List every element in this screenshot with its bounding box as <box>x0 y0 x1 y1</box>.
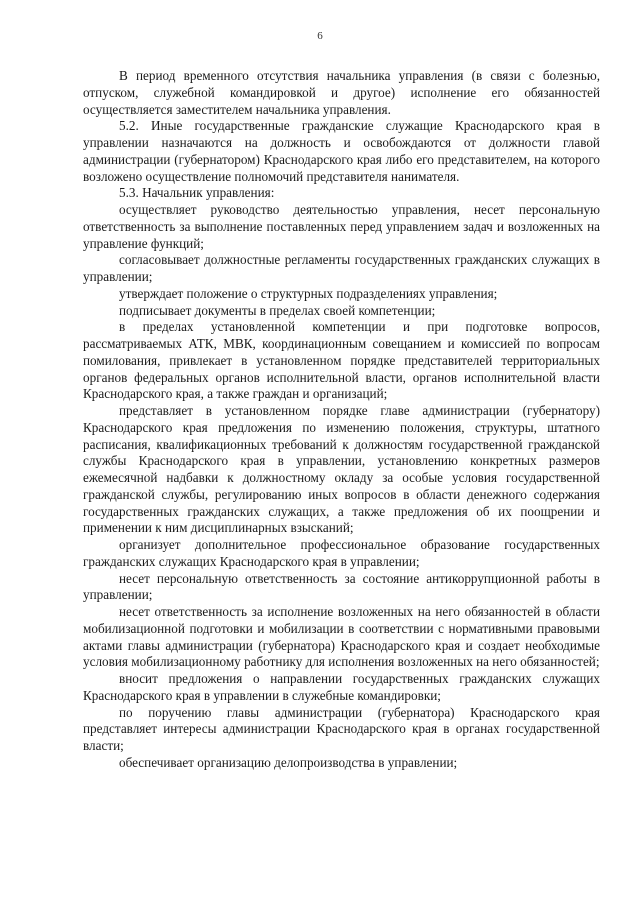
list-item-duty: несет ответственность за исполнение возложенных на него обязанностей в области мобилизационной подготовки и мобилизации в соответствии с нормативными правовыми актами главы администрации (губернатора) Краснодарского края и создает необходимые условия мобилизационному работнику для исполнения возложенных на него обязанностей; <box>83 604 600 670</box>
list-item-duty: обеспечивает организацию делопроизводства в управлении; <box>119 754 458 770</box>
list-item-duty: по поручению главы администрации (губернатора) Краснодарского края представляет интересы администрации Краснодарского края в органах государственной власти; <box>83 704 600 753</box>
document-body <box>83 68 600 772</box>
paragraph-5-3-heading: 5.3. Начальник управления: <box>119 185 275 201</box>
paragraph-acting-head: В период временного отсутствия начальника управления (в связи с болезнью, отпуском, служебной командировкой и другое) исполнение его обязанностей осуществляется заместителем начальника управления. <box>83 68 600 117</box>
list-item-duty: подписывает документы в пределах своей компетенции; <box>119 302 436 318</box>
list-item-duty: несет персональную ответственность за состояние антикоррупционной работы в управлении; <box>83 570 600 603</box>
list-item-duty: утверждает положение о структурных подразделениях управления; <box>119 285 498 301</box>
list-item-duty: вносит предложения о направлении государственных гражданских служащих Краснодарского края в управлении в служебные командировки; <box>83 671 600 703</box>
list-item-duty: осуществляет руководство деятельностью управления, несет персональную ответственность за выполнение поставленных перед управлением задач и возложенных на управление функций; <box>83 202 600 251</box>
list-item-duty: организует дополнительное профессиональное образование государственных гражданских служащих Краснодарского края в управлении; <box>83 537 600 569</box>
list-item-duty: согласовывает должностные регламенты государственных гражданских служащих в управлении; <box>83 252 600 284</box>
page-number: 6 <box>317 30 323 42</box>
paragraph-5-2: 5.2. Иные государственные гражданские служащие Краснодарского края в управлении назначаются на должность и освобождаются от должности главой администрации (губернатором) Краснодарского края либо его представителем, на которого возложено осуществление полномочий представителя нанимателя. <box>83 118 600 184</box>
list-item-duty: в пределах установленной компетенции и при подготовке вопросов, рассматриваемых АТК, МВК, координационным совещанием и комиссией по вопросам помилования, привлекает в установленном порядке представителей территориальных органов федеральных органов исполнительной власти, органов исполнительной власти Краснодарского края, а также граждан и организаций; <box>83 319 600 402</box>
list-item-duty: представляет в установленном порядке главе администрации (губернатору) Краснодарского края предложения по изменению положения, структуры, штатного расписания, квалификационных требований к должностям государственной гражданской службы Краснодарского края в управлении, установлению конкретных размеров ежемесячной надбавки к должностному окладу за особые условия государственной гражданской службы, регулированию иных вопросов в области денежного содержания государственных гражданских служащих, а также предложения об их поощрении и применении к ним дисциплинарных взысканий; <box>83 403 600 536</box>
